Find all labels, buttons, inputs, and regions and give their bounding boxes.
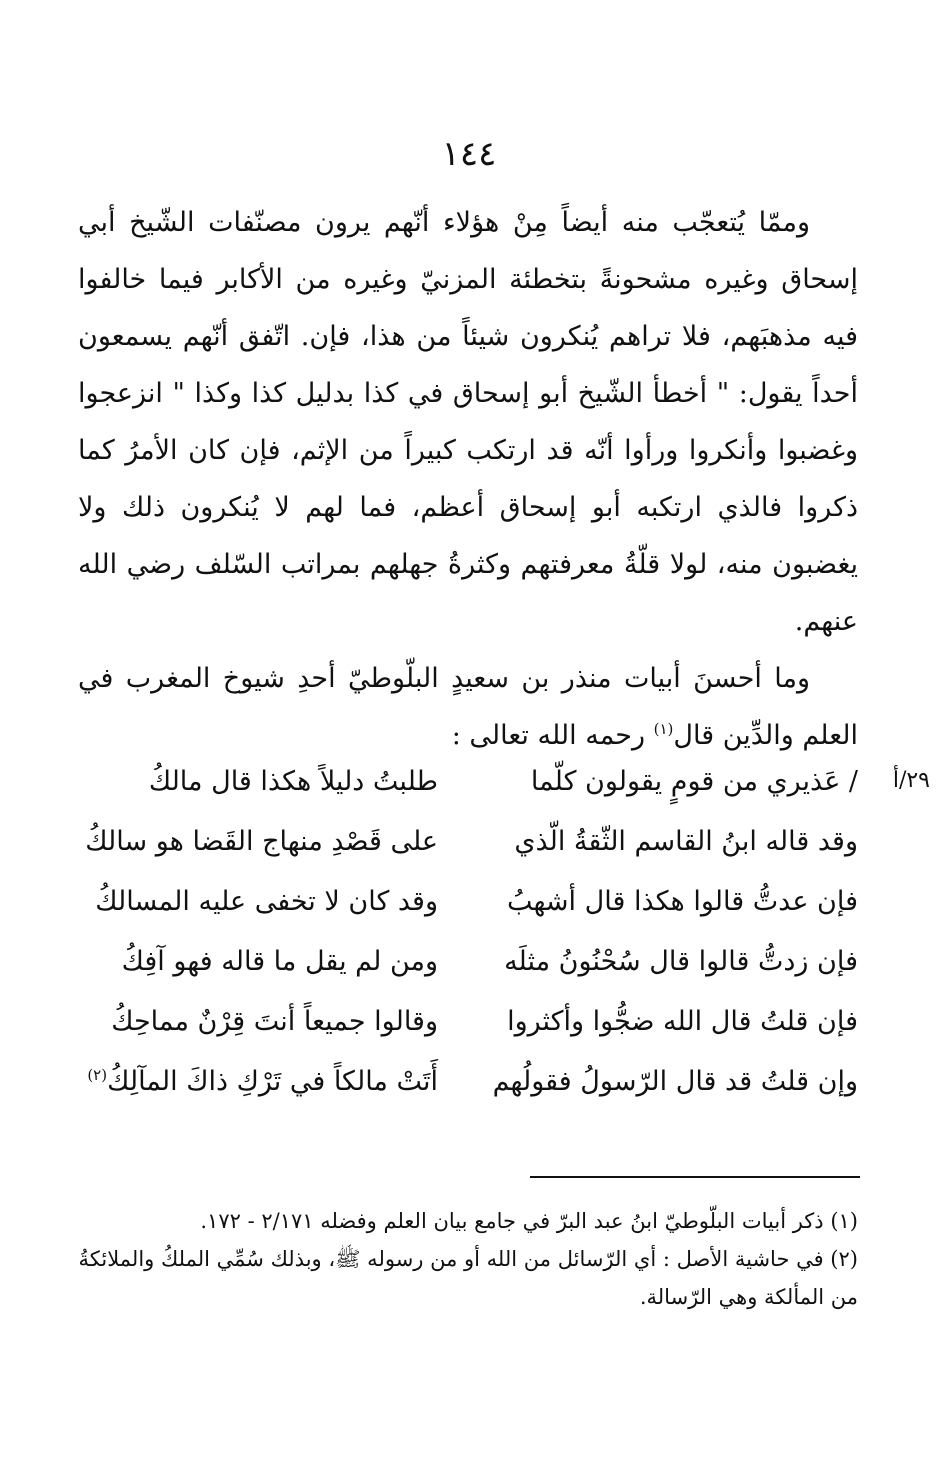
verse-first-hemistich: وقد قاله ابنُ القاسم الثّقةُ الّذي (514, 826, 858, 857)
verse (78, 886, 858, 946)
verse (78, 826, 858, 886)
verse-second-hemistich: على قَصْدِ منهاج القَضا هو سالكُ (85, 826, 438, 857)
footnote-ref: (٢) (87, 1066, 108, 1084)
verse-second-hemistich: وقد كان لا تخفى عليه المسالكُ (95, 886, 438, 917)
paragraph-intro (78, 650, 858, 764)
verse-text: أَتَتْ مالكاً في تَرْكِ ذاكَ المآلِكُ (107, 1066, 438, 1097)
verse-first-hemistich: فإن زدتُّ قالوا قال سُحْنُونُ مثلَه (504, 946, 858, 977)
verse-second-hemistich: طلبتُ دليلاً هكذا قال مالكُ (148, 766, 438, 797)
verse-first-hemistich: فإن قلتُ قال الله ضجُّوا وأكثروا (507, 1006, 858, 1037)
paragraph: وممّا يُتعجّب منه أيضاً مِنْ هؤلاء أنّهم يرون مصنّفات الشّيخ أبي إسحاق وغيره مشحونةً بتخطئة المزنيّ وغيره من الأكابر فيما خالفوا فيه مذهبَهم، فلا تراهم يُنكرون شيئاً من هذا، فإن. اتّفق أنّهم يسمعون أحداً يقول: " أخطأ الشّيخ أبو إسحاق في كذا بدليل كذا وكذا " انزعجوا وغضبوا وأنكروا ورأوا أنّه قد ارتكب كبيراً من الإثم، فإن كان الأمرُ كما ذكروا فالذي ارتكبه أبو إسحاق أعظم، فما لهم لا يُنكرون ذلك ولا يغضبون منه، لولا قلّةُ معرفتهم وكثرةُ جهلهم بمراتب السّلف رضي الله عنهم. (78, 207, 858, 637)
paragraph-text: وما أحسنَ أبيات منذر بن سعيدٍ البلّوطيّ أحدِ شيوخ المغرب في العلم والدِّين قال (78, 663, 858, 751)
footnote-continuation: من المألكة وهي الرّسالة. (639, 1285, 858, 1309)
footnote: (١) ذكر أبيات البلّوطيّ ابنُ عبد البرّ في جامع بيان العلم وفضله ٢/١٧١ - ١٧٢. (200, 1209, 858, 1233)
verse (78, 1066, 858, 1126)
verse-second-hemistich-with-note (78, 1066, 438, 1097)
verse-first-hemistich: / عَذيري من قومٍ يقولون كلّما (530, 766, 858, 797)
main-text (78, 194, 858, 764)
verse-first-hemistich: فإن عدتُّ قالوا هكذا قال أشهبُ (506, 886, 858, 917)
page-number: ١٤٤ (441, 134, 497, 174)
footnotes (78, 1202, 858, 1316)
verse-first-hemistich: وإن قلتُ قد قال الرّسولُ فقولُهم (492, 1066, 858, 1097)
verse (78, 1006, 858, 1066)
poem (78, 766, 858, 1126)
verse (78, 766, 858, 826)
folio-mark: ٢٩/أ (892, 768, 930, 793)
footnote: (٢) في حاشية الأصل : أي الرّسائل من الله أو من رسوله ﷺ، وبذلك سُمِّي الملكُ والملائكةُ (78, 1247, 858, 1271)
verse-second-hemistich: وقالوا جميعاً أنتَ قِرْنٌ مماحِكُ (111, 1006, 438, 1037)
footnote-divider (530, 1176, 860, 1178)
footnote-ref: (١) (653, 720, 674, 738)
verse-second-hemistich: ومن لم يقل ما قاله فهو آفِكُ (121, 946, 438, 977)
verse (78, 946, 858, 1006)
paragraph-tail: رحمه الله تعالى : (451, 720, 654, 751)
